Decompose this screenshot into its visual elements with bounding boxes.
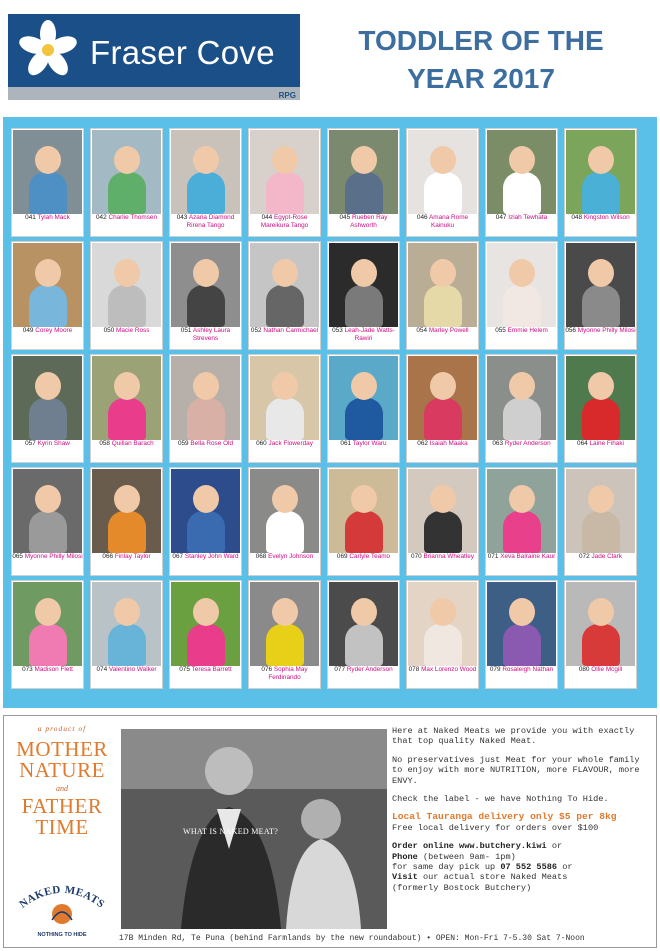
- entry-number: 042: [96, 214, 107, 221]
- toddler-photo: [566, 130, 635, 214]
- ad-footer-address: 17B Minden Rd, Te Puna (behind Farmlands by the new roundabout) • OPEN: Mon-Fri 7-5.30 Sat 7-Noon: [119, 934, 585, 943]
- toddler-photo: [92, 469, 161, 553]
- entry-caption: [170, 553, 241, 561]
- entry-number: 057: [25, 440, 36, 447]
- entries-panel: [3, 117, 657, 708]
- entry-number: 063: [492, 440, 504, 447]
- entry-card: [485, 467, 558, 576]
- entry-number: 066: [102, 553, 114, 560]
- entry-number: 050: [103, 327, 115, 334]
- entry-number: 048: [571, 214, 583, 221]
- entry-card: [169, 241, 242, 350]
- entry-card: [90, 354, 163, 463]
- entry-caption: [407, 440, 478, 448]
- entry-number: 058: [99, 440, 110, 447]
- toddler-photo: [487, 582, 556, 666]
- entry-name: Laine Fihaki: [589, 440, 624, 447]
- ad-paragraph-1: Here at Naked Meats we provide you with exactly that top quality Naked Meat.: [392, 726, 635, 747]
- entry-name: Charlie Thomsen: [108, 214, 157, 221]
- entry-card: [485, 580, 558, 689]
- entry-number: 075: [179, 666, 190, 673]
- entry-caption: [91, 440, 162, 448]
- entry-caption: [12, 440, 83, 448]
- entry-card: [248, 467, 321, 576]
- entry-card: [485, 241, 558, 350]
- entry-caption: [12, 214, 83, 222]
- entry-number: 054: [416, 327, 428, 334]
- entry-name: Kingston Wilson: [583, 214, 630, 221]
- entry-number: 069: [336, 553, 348, 560]
- order-online-link[interactable]: Order online www.butchery.kiwi: [392, 841, 547, 852]
- ad-copy: [392, 726, 654, 893]
- toddler-photo: [250, 469, 319, 553]
- entry-number: 078: [408, 666, 420, 673]
- entry-name: Isaiah Maaka: [429, 440, 468, 447]
- entry-name: Max Lorenzo Wood: [421, 666, 477, 673]
- toddler-photo: [92, 356, 161, 440]
- logo-sub: RPG: [278, 91, 296, 100]
- toddler-photo: [250, 243, 319, 327]
- order-or: or: [546, 841, 563, 852]
- toddler-photo: [329, 356, 398, 440]
- entry-caption: [249, 666, 320, 682]
- entry-number: 052: [250, 327, 262, 334]
- entry-name: Corey Moore: [35, 327, 73, 334]
- toddler-photo: [408, 243, 477, 327]
- entry-caption: [565, 214, 636, 222]
- ad-paragraph-2: No preservatives just Meat for your whole family to enjoy with more NUTRITION, more FLAVOUR, more ENVY.: [392, 754, 640, 786]
- entry-number: 076: [261, 666, 273, 673]
- visit-text: our actual store Naked Meats: [417, 872, 568, 883]
- entry-name: Brianna Wheatley: [423, 553, 474, 560]
- toddler-photo: [487, 130, 556, 214]
- entry-number: 049: [22, 327, 34, 334]
- ad-paragraph-3: Check the label - we have Nothing To Hide.: [392, 794, 609, 805]
- entry-card: [248, 580, 321, 689]
- naked-meats-logo: [8, 878, 116, 940]
- toddler-photo: [408, 582, 477, 666]
- entry-caption: [91, 666, 162, 674]
- entry-card: [11, 580, 84, 689]
- entry-number: 044: [261, 214, 273, 221]
- toddler-photo: [408, 130, 477, 214]
- entry-caption: [12, 666, 83, 674]
- entry-number: 061: [340, 440, 352, 447]
- entry-name: Ollie Mcgill: [591, 666, 623, 673]
- entry-name: Tylah Mack: [37, 214, 70, 221]
- phone-label: Phone: [392, 851, 418, 862]
- entry-number: 068: [255, 553, 267, 560]
- toddler-photo: [171, 469, 240, 553]
- entry-card: [406, 580, 479, 689]
- entry-caption: [328, 214, 399, 230]
- entry-card: [11, 354, 84, 463]
- entry-number: 047: [495, 214, 507, 221]
- entry-name: Madison Flett: [34, 666, 73, 673]
- entry-number: 067: [172, 553, 184, 560]
- entry-caption: [170, 666, 241, 674]
- toddler-photo: [566, 243, 635, 327]
- toddler-photo: [92, 243, 161, 327]
- page-title: [316, 22, 646, 98]
- entry-card: [90, 467, 163, 576]
- toddler-photo: [566, 469, 635, 553]
- fraser-cove-logo: [8, 14, 300, 100]
- entry-caption: [407, 666, 478, 674]
- toddler-photo: [329, 130, 398, 214]
- logo-text: Fraser Cove: [90, 34, 275, 71]
- entry-name: Taylor Waru: [352, 440, 387, 447]
- entry-card: [485, 354, 558, 463]
- entry-name: Stanley John Ward: [184, 553, 239, 560]
- phone-hours: (between 9am- 1pm): [417, 851, 516, 862]
- father-text: FATHER: [21, 794, 103, 818]
- entry-caption: [486, 553, 557, 561]
- toddler-photo: [566, 356, 635, 440]
- entry-caption: [249, 214, 320, 230]
- entry-name: Evelyn Johnson: [268, 553, 314, 560]
- entry-name: Ashley Laura Strevens: [192, 327, 231, 342]
- product-of-label: a product of: [37, 724, 87, 733]
- toddler-photo: [250, 356, 319, 440]
- entry-name: Azaria Diamond Rirena Tango: [186, 214, 235, 229]
- free-delivery-text: Free local delivery for orders over $100: [392, 822, 599, 833]
- entry-caption: [486, 214, 557, 222]
- toddler-photo: [171, 130, 240, 214]
- ad-photo: [121, 729, 387, 929]
- toddler-photo: [487, 243, 556, 327]
- entry-name: Egypt-Rose Mareikura Tango: [260, 214, 309, 229]
- time-text: TIME: [35, 815, 89, 839]
- entry-name: Myonne Philly Milosi: [577, 327, 636, 334]
- entry-caption: [328, 327, 399, 343]
- entry-name: Marley Powell: [428, 327, 469, 334]
- entry-name: Kyrin Shaw: [37, 440, 70, 447]
- entry-card: [11, 241, 84, 350]
- entry-card: [327, 580, 400, 689]
- page-header: [0, 0, 660, 112]
- entry-caption: [486, 666, 557, 674]
- entry-name: Bella Rose Old: [190, 440, 234, 447]
- entry-number: 071: [487, 553, 499, 560]
- entry-name: Xeva Balraine Kaur: [500, 553, 556, 560]
- toddler-photo: [171, 356, 240, 440]
- entry-caption: [565, 553, 636, 561]
- entry-caption: [565, 327, 636, 335]
- entry-name: Emmie Helem: [507, 327, 548, 334]
- entry-caption: [565, 666, 636, 674]
- delivery-headline: Local Tauranga delivery only $5 per 8kg: [392, 811, 617, 823]
- toddler-photo: [487, 469, 556, 553]
- entry-caption: [12, 553, 83, 561]
- entry-name: Teresa Barrett: [191, 666, 232, 673]
- entry-caption: [170, 440, 241, 448]
- entry-caption: [91, 553, 162, 561]
- phone-or: or: [557, 862, 573, 873]
- title-line-2: YEAR 2017: [407, 63, 555, 94]
- entry-card: [248, 241, 321, 350]
- entry-name: Quillan Barach: [111, 440, 154, 447]
- ad-left-column: [8, 724, 116, 944]
- entry-card: [169, 467, 242, 576]
- entry-card: [90, 241, 163, 350]
- formerly-text: (formerly Bostock Butchery): [392, 882, 532, 893]
- entry-card: [248, 354, 321, 463]
- entry-name: Amana Rome Kainuku: [429, 214, 469, 229]
- entry-card: [406, 128, 479, 237]
- entry-number: 065: [12, 553, 23, 560]
- entry-caption: [249, 553, 320, 561]
- entry-number: 051: [180, 327, 192, 334]
- toddler-photo: [408, 469, 477, 553]
- entry-number: 070: [411, 553, 422, 560]
- entry-name: Myonne Philly Milosi: [24, 553, 83, 560]
- entry-card: [564, 580, 637, 689]
- entry-card: [564, 241, 637, 350]
- entry-number: 080: [578, 666, 590, 673]
- entry-number: 041: [25, 214, 36, 221]
- and-text: and: [56, 784, 68, 793]
- toddler-photo: [13, 582, 82, 666]
- toddler-photo: [408, 356, 477, 440]
- toddler-photo: [171, 243, 240, 327]
- entry-caption: [486, 440, 557, 448]
- entry-number: 073: [22, 666, 33, 673]
- entry-name: Carlyle Teamo: [349, 553, 391, 560]
- entry-card: [169, 354, 242, 463]
- entry-caption: [407, 553, 478, 561]
- nature-text: NATURE: [19, 758, 105, 782]
- tagline-text: NOTHING TO HIDE: [37, 932, 87, 938]
- entry-number: 074: [96, 666, 108, 673]
- entry-card: [564, 467, 637, 576]
- entry-number: 043: [176, 214, 188, 221]
- toddler-photo: [13, 243, 82, 327]
- entry-caption: [170, 214, 241, 230]
- toddler-photo: [329, 582, 398, 666]
- entries-grid: [11, 128, 649, 698]
- entry-card: [11, 128, 84, 237]
- entry-number: 064: [577, 440, 588, 447]
- entry-name: Ryder Anderson: [346, 666, 393, 673]
- entry-name: Ryder Anderson: [504, 440, 551, 447]
- entry-caption: [91, 327, 162, 335]
- entry-caption: [407, 214, 478, 230]
- entry-card: [564, 354, 637, 463]
- entry-number: 072: [579, 553, 590, 560]
- entry-name: Nathan Carmichael: [263, 327, 319, 334]
- entry-number: 056: [565, 327, 576, 334]
- entry-name: Rosaleigh Nathan: [502, 666, 554, 673]
- entry-name: Iziah Tewhata: [508, 214, 548, 221]
- entry-card: [406, 241, 479, 350]
- entry-number: 055: [495, 327, 506, 334]
- entry-number: 053: [332, 327, 343, 334]
- toddler-photo: [250, 582, 319, 666]
- entry-card: [248, 128, 321, 237]
- entry-caption: [12, 327, 83, 335]
- entry-caption: [249, 440, 320, 448]
- toddler-photo: [92, 130, 161, 214]
- entry-card: [327, 241, 400, 350]
- toddler-photo: [171, 582, 240, 666]
- entry-card: [90, 580, 163, 689]
- entry-caption: [328, 666, 399, 674]
- entry-card: [564, 128, 637, 237]
- logo-strip: [8, 87, 300, 100]
- frangipani-flower-icon: [18, 20, 78, 80]
- order-block: [392, 841, 654, 893]
- entry-name: Leah-Jade Watts-Rawiri: [344, 327, 395, 342]
- entry-card: [11, 467, 84, 576]
- toddler-photo: [13, 356, 82, 440]
- toddler-photo: [92, 582, 161, 666]
- entry-card: [406, 467, 479, 576]
- entry-caption: [328, 440, 399, 448]
- entry-card: [406, 354, 479, 463]
- entry-number: 059: [177, 440, 189, 447]
- entry-name: Macie Ross: [116, 327, 150, 334]
- entry-card: [485, 128, 558, 237]
- entry-caption: [249, 327, 320, 335]
- entry-number: 045: [339, 214, 351, 221]
- entry-card: [327, 467, 400, 576]
- pickup-text: for same day pick up: [392, 862, 501, 873]
- entry-name: Jade Clark: [591, 553, 622, 560]
- entry-card: [169, 128, 242, 237]
- entry-caption: [91, 214, 162, 222]
- entry-name: Jack Flowerday: [268, 440, 313, 447]
- entry-card: [169, 580, 242, 689]
- photo-caption: WHAT IS NAKED MEAT?: [183, 827, 279, 836]
- entry-number: 060: [256, 440, 267, 447]
- toddler-photo: [566, 582, 635, 666]
- entry-name: Finlay Taylor: [114, 553, 151, 560]
- entry-name: Valentino Walker: [108, 666, 157, 673]
- toddler-photo: [13, 469, 82, 553]
- entry-caption: [486, 327, 557, 335]
- entry-card: [327, 128, 400, 237]
- toddler-photo: [250, 130, 319, 214]
- entry-number: 062: [417, 440, 428, 447]
- entry-name: Sophia May Ferdinando: [268, 666, 308, 681]
- toddler-photo: [487, 356, 556, 440]
- mother-text: MOTHER: [16, 737, 108, 761]
- entry-number: 079: [489, 666, 501, 673]
- title-line-1: TODDLER OF THE: [358, 25, 604, 56]
- entry-name: Rueben Ray Ashworth: [350, 214, 388, 229]
- toddler-photo: [329, 469, 398, 553]
- entry-number: 046: [416, 214, 428, 221]
- naked-meats-ad: [3, 715, 657, 948]
- visit-label: Visit: [392, 872, 418, 883]
- brand-text: NAKED MEATS: [17, 883, 107, 911]
- entry-card: [327, 354, 400, 463]
- entry-caption: [407, 327, 478, 335]
- toddler-photo: [13, 130, 82, 214]
- toddler-photo: [329, 243, 398, 327]
- entry-caption: [170, 327, 241, 343]
- entry-card: [90, 128, 163, 237]
- entry-caption: [328, 553, 399, 561]
- entry-number: 077: [334, 666, 346, 673]
- phone-number[interactable]: 07 552 5586: [500, 862, 558, 873]
- entry-caption: [565, 440, 636, 448]
